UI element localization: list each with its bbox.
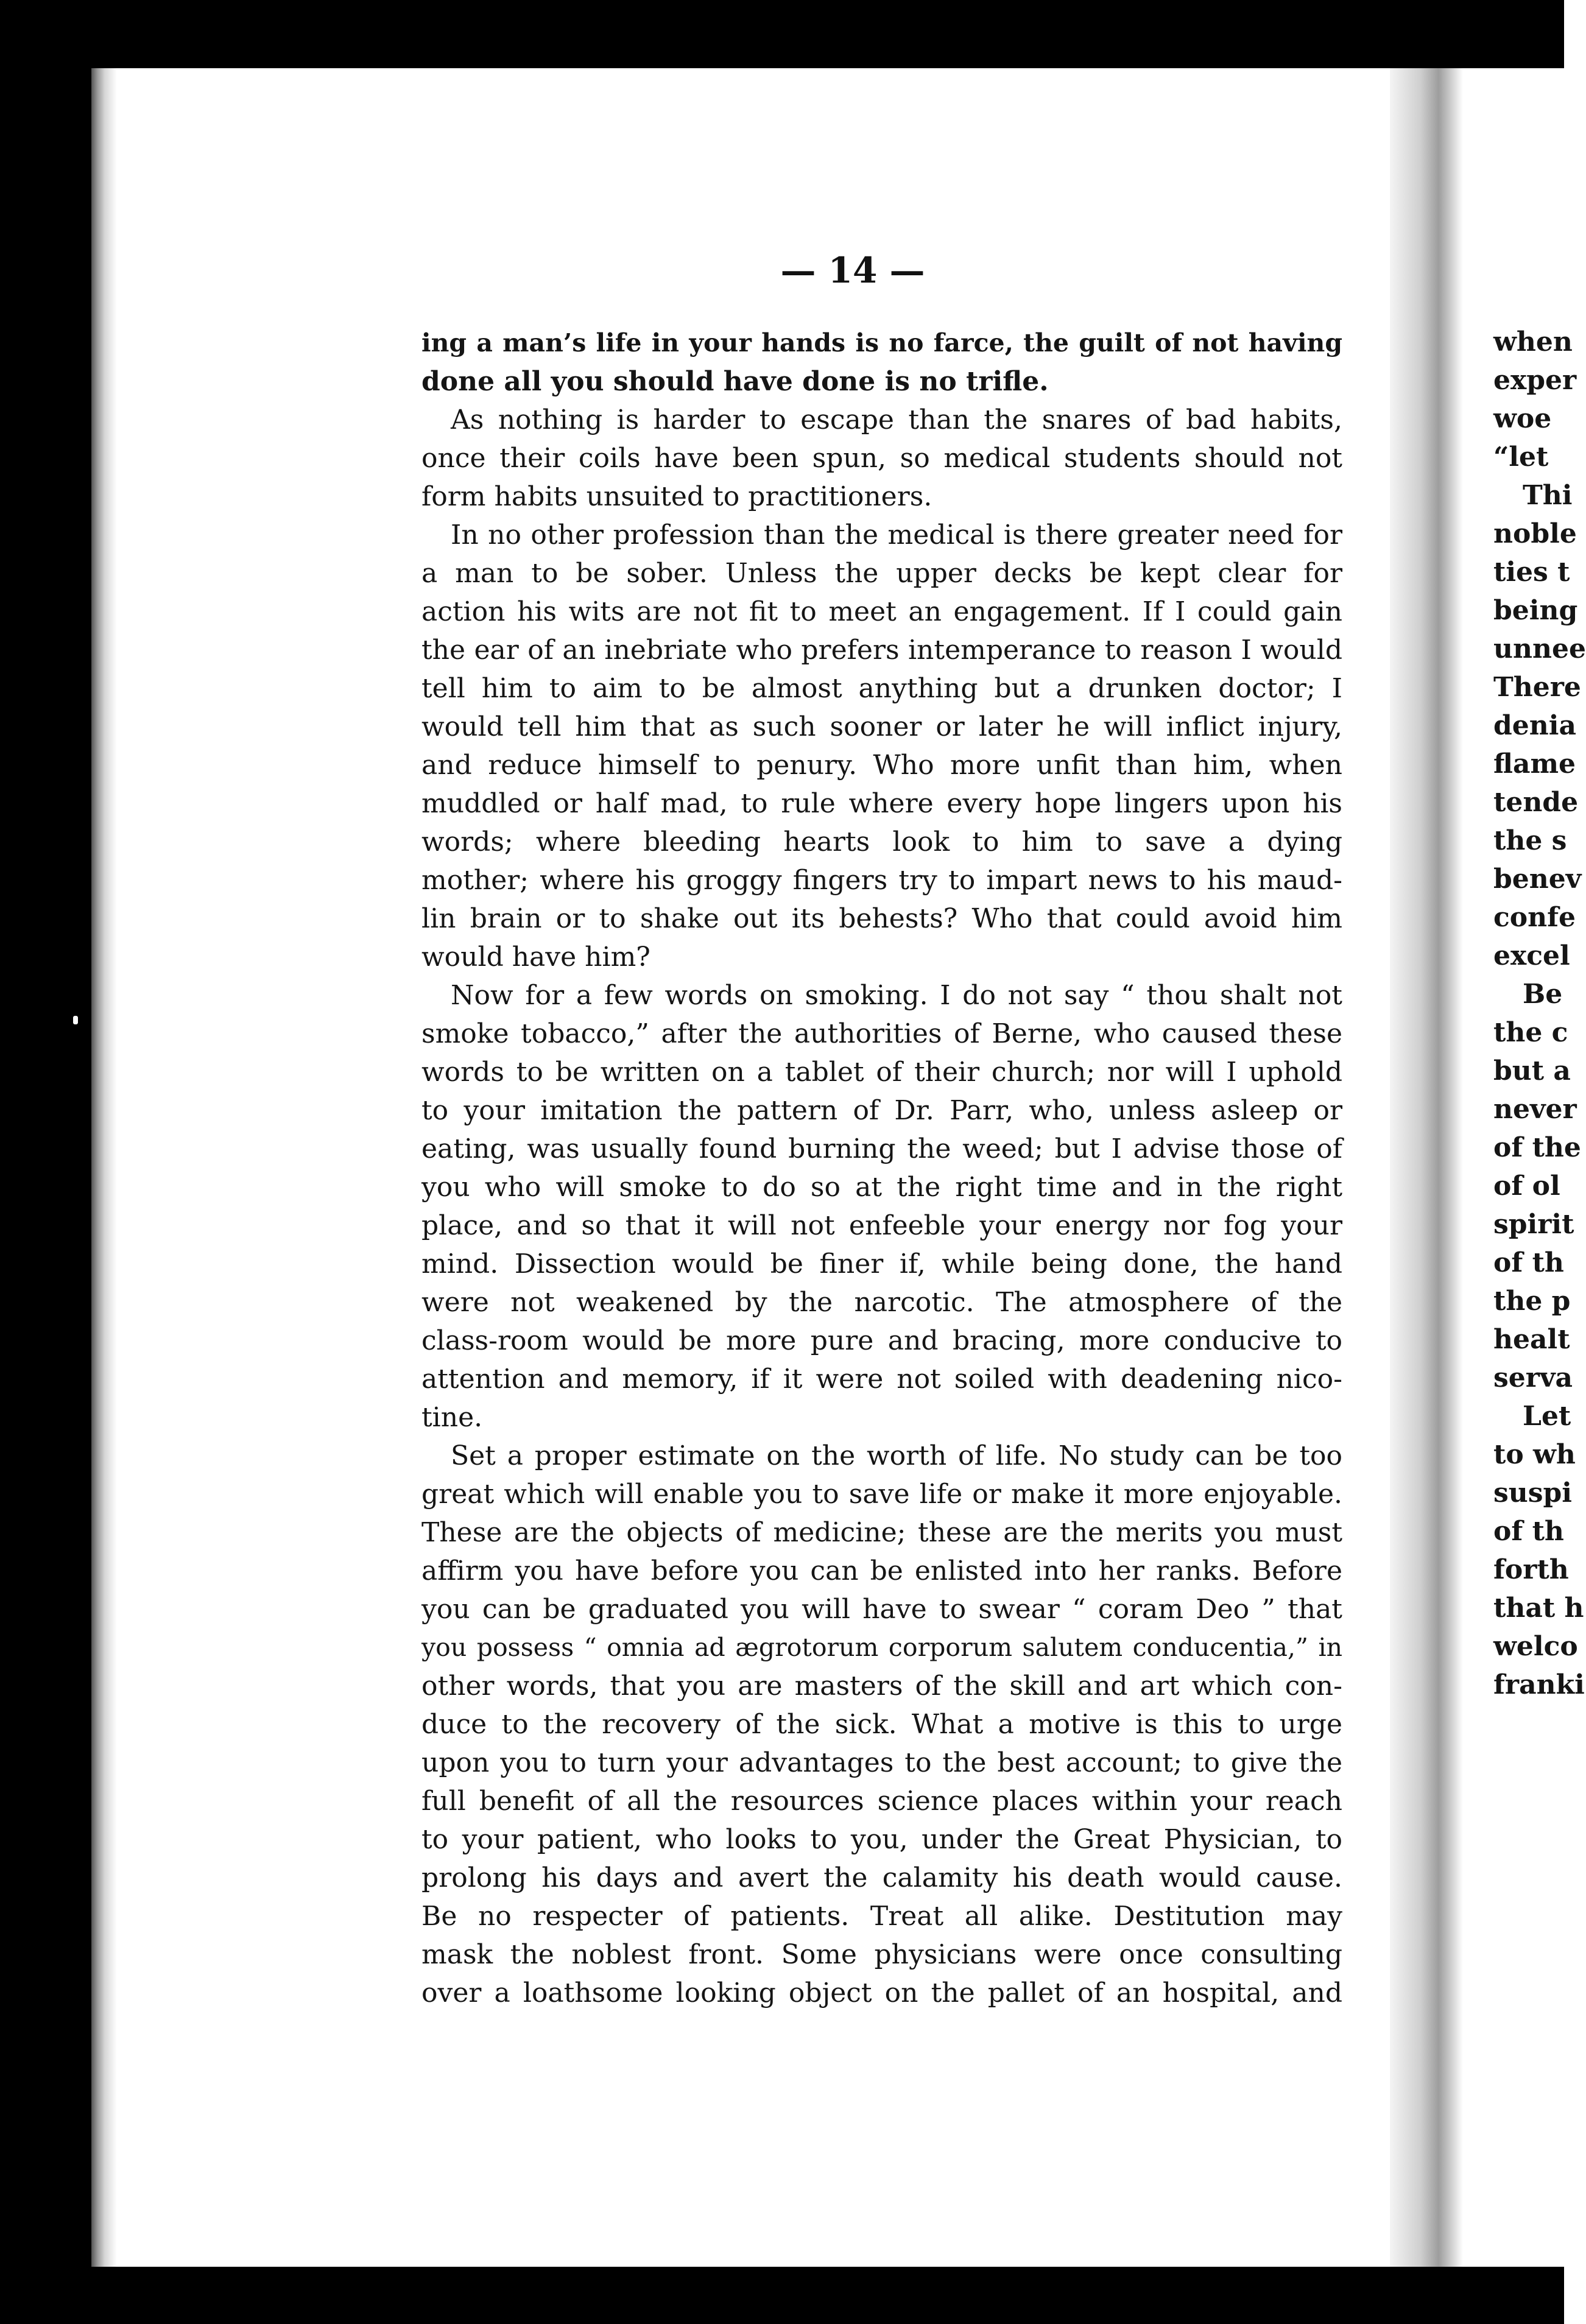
text-line: muddled or half mad, to rule where every hope lingers upon his xyxy=(421,788,1342,819)
text-line: tell him to aim to be almost anything but a drunken doctor; I xyxy=(421,673,1342,704)
right-page-line: woe xyxy=(1493,403,1552,434)
book-gutter xyxy=(1390,68,1463,2267)
text-line: class-room would be more pure and bracing, more conducive to xyxy=(421,1325,1342,1356)
right-page-line: to wh xyxy=(1493,1439,1576,1470)
right-page-line: of ol xyxy=(1493,1171,1560,1202)
text-line: the ear of an inebriate who prefers intemperance to reason I would xyxy=(421,635,1342,666)
right-page-line: the c xyxy=(1493,1017,1568,1048)
right-page-line: Be xyxy=(1523,979,1563,1010)
right-page-line: of th xyxy=(1493,1247,1564,1278)
right-page-line: denia xyxy=(1493,710,1576,741)
right-page-line: noble xyxy=(1493,518,1577,549)
text-line: and reduce himself to penury. Who more unfit than him, when xyxy=(421,750,1342,781)
right-page-line: Let xyxy=(1523,1401,1571,1432)
right-page-text-fragments xyxy=(1493,323,1586,1704)
right-page-line: forth xyxy=(1493,1554,1569,1585)
text-line: lin brain or to shake out its behests? Who that could avoid him xyxy=(421,903,1342,934)
right-page-line: unnee xyxy=(1493,633,1586,664)
text-line: words to be written on a tablet of their church; nor will I uphold xyxy=(421,1057,1342,1088)
right-page-line: There xyxy=(1493,672,1581,703)
right-page-line: franki xyxy=(1493,1669,1585,1700)
text-line: eating, was usually found burning the weed; but I advise those of xyxy=(421,1133,1342,1164)
right-page-line: ties t xyxy=(1493,557,1570,588)
right-page-line: exper xyxy=(1493,365,1577,396)
right-page-line: “let xyxy=(1493,442,1549,473)
right-page-line: the s xyxy=(1493,825,1567,856)
text-line: mask the noblest front. Some physicians were once consulting xyxy=(421,1939,1342,1970)
scan-speck xyxy=(73,1016,78,1024)
text-line: In no other profession than the medical is there greater need for xyxy=(451,519,1342,551)
right-page-line: excel xyxy=(1493,940,1570,971)
text-line: you who will smoke to do so at the right time and in the right xyxy=(421,1172,1342,1203)
text-line: form habits unsuited to practitioners. xyxy=(421,481,932,512)
right-page-line: spirit xyxy=(1493,1209,1574,1240)
right-page-line: tende xyxy=(1493,787,1579,818)
right-page-line: suspi xyxy=(1493,1477,1573,1509)
right-page-line: never xyxy=(1493,1094,1577,1125)
text-line: prolong his days and avert the calamity his death would cause. xyxy=(421,1862,1342,1893)
right-page-line: welco xyxy=(1493,1631,1578,1662)
scan-left-border xyxy=(0,0,91,2324)
text-line: once their coils have been spun, so medical students should not xyxy=(421,443,1342,474)
text-line: mind. Dissection would be finer if, while being done, the hand xyxy=(421,1248,1342,1280)
text-line: tine. xyxy=(421,1402,483,1433)
right-page-line: when xyxy=(1493,326,1573,357)
text-line: other words, that you are masters of the skill and art which con- xyxy=(421,1671,1342,1702)
right-page-line: that h xyxy=(1493,1593,1584,1624)
right-page-line: of th xyxy=(1493,1516,1564,1547)
text-line: smoke tobacco,” after the authorities of Berne, who caused these xyxy=(421,1018,1342,1049)
text-line: to your imitation the pattern of Dr. Parr, who, unless asleep or xyxy=(421,1095,1342,1126)
text-line: would tell him that as such sooner or later he will inflict injury, xyxy=(421,711,1342,742)
text-line: Be no respecter of patients. Treat all alike. Destitution may xyxy=(421,1901,1342,1932)
text-line: you can be graduated you will have to swear “ coram Deo ” that xyxy=(421,1594,1342,1625)
text-line: a man to be sober. Unless the upper decks be kept clear for xyxy=(421,558,1342,589)
text-line: you possess “ omnia ad ægrotorum corporum salutem conducentia,” in xyxy=(421,1633,1342,1662)
right-page-line: Thi xyxy=(1523,480,1573,511)
text-line: great which will enable you to save life or make it more enjoyable. xyxy=(421,1479,1342,1510)
page-left-edge-shadow xyxy=(91,68,117,2267)
text-line: Set a proper estimate on the worth of life. No study can be too xyxy=(451,1440,1342,1471)
text-line: affirm you have before you can be enlisted into her ranks. Before xyxy=(421,1555,1342,1586)
right-page-line: flame xyxy=(1493,748,1576,780)
text-line: action his wits are not fit to meet an engagement. If I could gain xyxy=(421,596,1342,627)
scan-bottom-border xyxy=(0,2267,1564,2324)
text-line: duce to the recovery of the sick. What a motive is this to urge xyxy=(421,1709,1342,1740)
right-page-line: healt xyxy=(1493,1324,1570,1355)
text-line: As nothing is harder to escape than the snares of bad habits, xyxy=(451,404,1342,435)
right-page-line: but a xyxy=(1493,1055,1571,1086)
page-number: — 14 — xyxy=(780,250,925,291)
text-line: done all you should have done is no trifle. xyxy=(421,366,1049,397)
right-page-line: confe xyxy=(1493,902,1576,933)
text-line: over a loathsome looking object on the pallet of an hospital, and xyxy=(421,1977,1342,2009)
text-line: place, and so that it will not enfeeble your energy nor fog your xyxy=(421,1210,1342,1241)
body-text xyxy=(421,324,1342,2012)
text-line: These are the objects of medicine; these are the merits you must xyxy=(421,1517,1342,1548)
text-line: Now for a few words on smoking. I do not say “ thou shalt not xyxy=(451,980,1342,1011)
scan-top-border xyxy=(0,0,1564,68)
right-page-line: serva xyxy=(1493,1362,1573,1393)
right-page-line: the p xyxy=(1493,1286,1571,1317)
right-page-line: benev xyxy=(1493,864,1582,895)
text-line: words; where bleeding hearts look to him to save a dying xyxy=(421,826,1342,857)
text-line: would have him? xyxy=(421,942,650,973)
text-line: full benefit of all the resources science places within your reach xyxy=(421,1786,1342,1817)
text-line: were not weakened by the narcotic. The atmosphere of the xyxy=(421,1287,1342,1318)
right-page-line: of the xyxy=(1493,1132,1581,1163)
right-page-line: being xyxy=(1493,595,1578,626)
right-page xyxy=(1463,68,1586,2267)
text-line: upon you to turn your advantages to the best account; to give the xyxy=(421,1747,1342,1778)
text-line: ing a man’s life in your hands is no farce, the guilt of not having xyxy=(421,328,1342,357)
text-line: attention and memory, if it were not soiled with deadening nico- xyxy=(421,1364,1342,1395)
text-line: mother; where his groggy fingers try to impart news to his maud- xyxy=(421,865,1342,896)
text-line: to your patient, who looks to you, under the Great Physician, to xyxy=(421,1824,1342,1855)
